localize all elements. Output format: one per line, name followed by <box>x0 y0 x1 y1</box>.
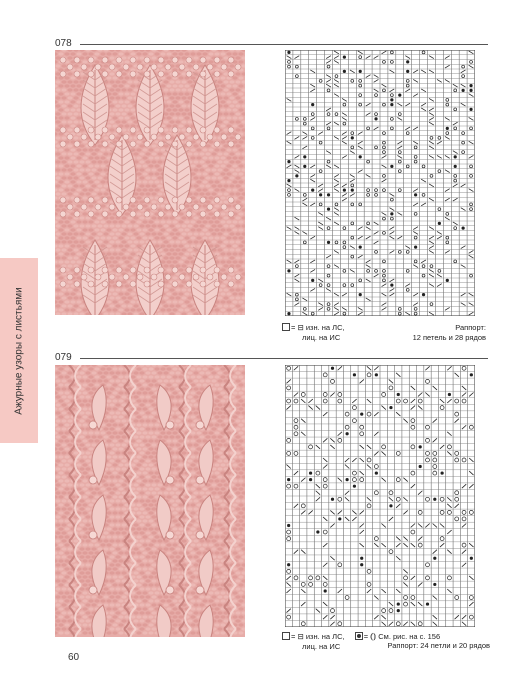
pattern-078-number: 078 <box>55 38 72 49</box>
legend-line2: лиц. на ИС <box>302 333 341 342</box>
bobble-reference: См. рис. на с. 156 <box>378 632 441 641</box>
bobble-diagram-icon: ⦅⦆ <box>370 631 377 641</box>
bobble-equals: = <box>363 632 369 641</box>
rapport-value: Раппорт: 24 петли и 20 рядов <box>387 641 490 650</box>
side-tab-label: Ажурные узоры с листьями <box>13 286 25 415</box>
pattern-079-divider <box>80 358 488 359</box>
pattern-079-chart <box>285 365 475 627</box>
pattern-078-divider <box>80 44 488 45</box>
pattern-078-legend <box>282 323 345 343</box>
bobble-symbol-icon <box>355 632 363 640</box>
purl-symbol-icon <box>282 323 290 331</box>
rapport-label: Раппорт: <box>455 323 486 332</box>
pattern-079-photo <box>55 365 245 637</box>
section-side-tab <box>0 258 38 443</box>
legend-line2: лиц. на ИС <box>302 642 341 651</box>
page-number: 60 <box>68 652 80 663</box>
legend-line1: = ⊟ изн. на ЛС, <box>291 632 345 641</box>
pattern-079-rapport <box>387 641 490 651</box>
pattern-078-photo <box>55 50 245 315</box>
pattern-078-rapport <box>413 323 486 343</box>
rapport-value: 12 петель и 28 рядов <box>412 333 486 342</box>
purl-symbol-icon <box>282 632 290 640</box>
legend-line1: = ⊟ изн. на ЛС, <box>291 323 345 332</box>
pattern-079-number: 079 <box>55 352 72 363</box>
pattern-078-chart <box>285 50 475 316</box>
